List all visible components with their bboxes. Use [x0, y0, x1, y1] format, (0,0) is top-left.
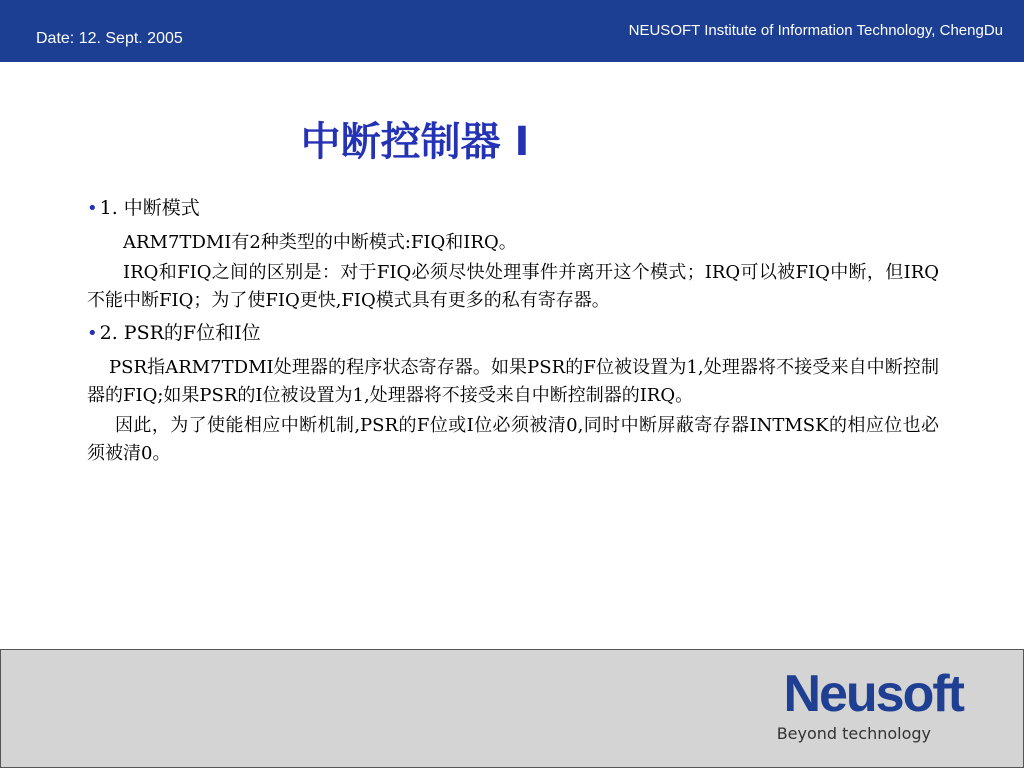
- slide-body: [87, 194, 939, 470]
- section-heading-text: 2. PSR的F位和I位: [99, 322, 261, 344]
- slide-title: 中断控制器 I: [300, 119, 530, 165]
- paragraph: 因此，为了使能相应中断机制,PSR的F位或I位必须被清0,同时中断屏蔽寄存器INTMSK的相应位也必须被清0。: [87, 415, 939, 464]
- header-date: Date: 12. Sept. 2005: [36, 30, 183, 47]
- section-heading-text: 1. 中断模式: [99, 197, 200, 219]
- section-heading-2: [87, 319, 939, 348]
- bullet-icon: •: [87, 323, 98, 344]
- header-bar: [0, 0, 1024, 62]
- bullet-icon: •: [87, 198, 98, 219]
- section-heading-1: [87, 194, 939, 223]
- header-organization: NEUSOFT Institute of Information Technology, ChengDu: [628, 22, 1003, 39]
- paragraph: IRQ和FIQ之间的区别是：对于FIQ必须尽快处理事件并离开这个模式；IRQ可以被FIQ中断，但IRQ不能中断FIQ；为了使FIQ更快,FIQ模式具有更多的私有寄存器。: [87, 262, 939, 311]
- paragraph: PSR指ARM7TDMI处理器的程序状态寄存器。如果PSR的F位被设置为1,处理器将不接受来自中断控制器的FIQ;如果PSR的I位被设置为1,处理器将不接受来自中断控制器的IRQ。: [87, 357, 939, 406]
- logo-tagline: Beyond technology: [776, 724, 931, 743]
- neusoft-logo: Neusoft: [783, 665, 963, 723]
- paragraph: ARM7TDMI有2种类型的中断模式:FIQ和IRQ。: [123, 232, 517, 253]
- footer-bar: [0, 649, 1024, 768]
